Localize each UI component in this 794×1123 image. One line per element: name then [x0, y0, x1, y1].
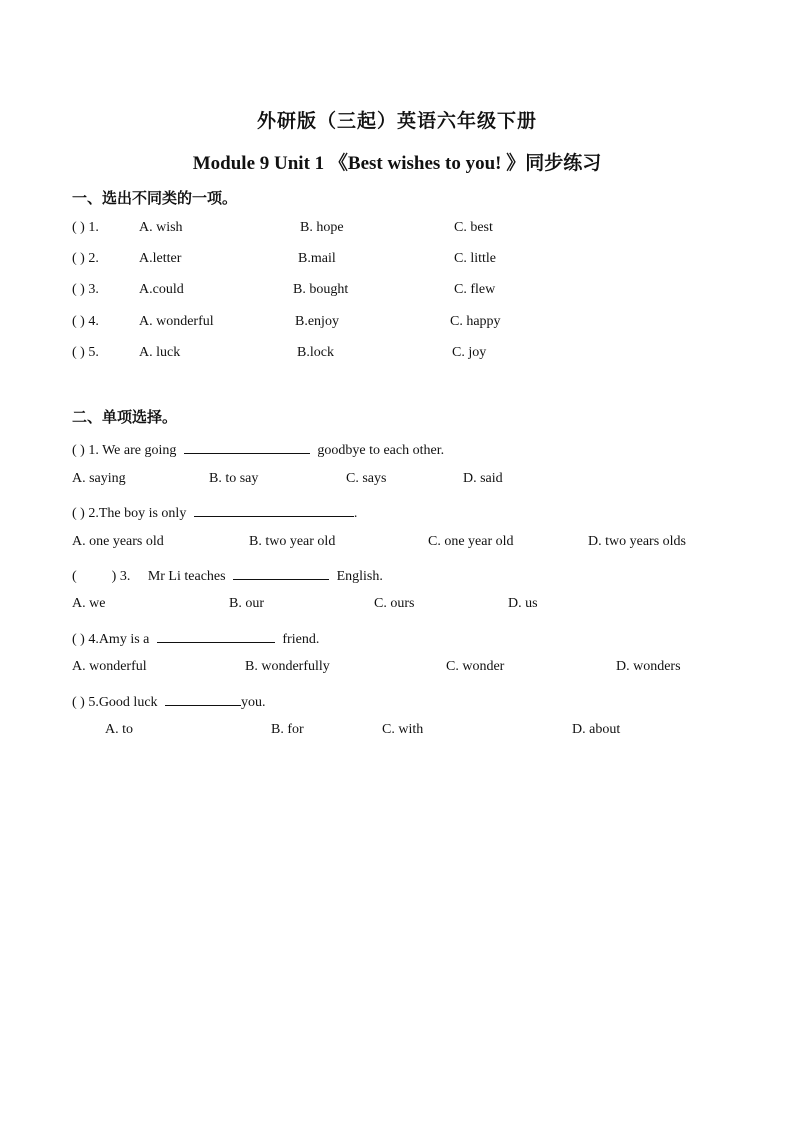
question-number: ( ) 1.: [72, 220, 99, 235]
option-c: C. one year old: [428, 534, 514, 549]
section2-question: [72, 691, 266, 711]
question-stem-end: goodbye to each other.: [317, 443, 445, 458]
option-b: B. our: [229, 596, 264, 611]
section2-question: [72, 502, 357, 522]
option-c: C. little: [454, 251, 496, 266]
option-a: A. luck: [139, 345, 181, 360]
option-b: B. wonderfully: [245, 659, 330, 674]
question-stem: ( ) 5.Good luck: [72, 695, 158, 710]
option-a: A.could: [139, 282, 184, 297]
option-c: C. ours: [374, 596, 415, 611]
section2-question: [72, 565, 383, 585]
answer-blank: [194, 502, 354, 517]
option-b: B.mail: [298, 251, 336, 266]
question-number: ( ) 2.: [72, 251, 99, 266]
answer-blank: [157, 628, 275, 643]
section1-heading: 一、选出不同类的一项。: [72, 191, 238, 207]
question-stem-end: English.: [336, 569, 383, 584]
option-a: A. wonderful: [139, 314, 214, 329]
option-d: D. wonders: [616, 659, 681, 674]
page-subtitle: Module 9 Unit 1 《Best wishes to you! 》同步练习: [192, 153, 602, 174]
question-stem: ( ) 4.Amy is a: [72, 632, 150, 647]
section2-heading: 二、单项选择。: [72, 410, 178, 426]
option-c: C. with: [382, 722, 424, 737]
option-d: D. said: [463, 471, 503, 486]
option-c: C. best: [454, 220, 493, 235]
option-b: B. bought: [293, 282, 349, 297]
question-stem-end: .: [353, 506, 358, 521]
option-a: A. saying: [72, 471, 126, 486]
option-d: D. us: [508, 596, 538, 611]
answer-blank: [233, 565, 329, 580]
option-d: D. two years olds: [588, 534, 686, 549]
option-b: B. hope: [300, 220, 344, 235]
option-a: A. wonderful: [72, 659, 147, 674]
option-d: D. about: [572, 722, 621, 737]
option-b: B.enjoy: [295, 314, 339, 329]
question-number: ( ) 3.: [72, 282, 99, 297]
page-title: 外研版（三起）英语六年级下册: [256, 111, 537, 132]
option-a: A. wish: [139, 220, 183, 235]
option-c: C. happy: [450, 314, 501, 329]
question-stem: ( ) 3. Mr Li teaches: [72, 569, 226, 584]
option-a: A. to: [105, 722, 133, 737]
option-b: B.lock: [297, 345, 334, 360]
option-c: C. joy: [452, 345, 487, 360]
option-c: C. flew: [454, 282, 496, 297]
question-stem: ( ) 1. We are going: [72, 443, 177, 458]
option-c: C. says: [346, 471, 387, 486]
question-stem: ( ) 2.The boy is only: [72, 506, 187, 521]
section2-question: [72, 439, 444, 459]
section2-question: [72, 628, 319, 648]
option-c: C. wonder: [446, 659, 505, 674]
question-stem-end: you.: [241, 695, 266, 710]
option-a: A.letter: [139, 251, 182, 266]
question-number: ( ) 4.: [72, 314, 99, 329]
option-b: B. for: [271, 722, 304, 737]
question-number: ( ) 5.: [72, 345, 99, 360]
option-a: A. one years old: [72, 534, 164, 549]
option-b: B. two year old: [249, 534, 336, 549]
option-a: A. we: [72, 596, 106, 611]
question-stem-end: friend.: [282, 632, 320, 647]
option-b: B. to say: [209, 471, 259, 486]
answer-blank: [184, 439, 310, 454]
answer-blank: [165, 691, 241, 706]
